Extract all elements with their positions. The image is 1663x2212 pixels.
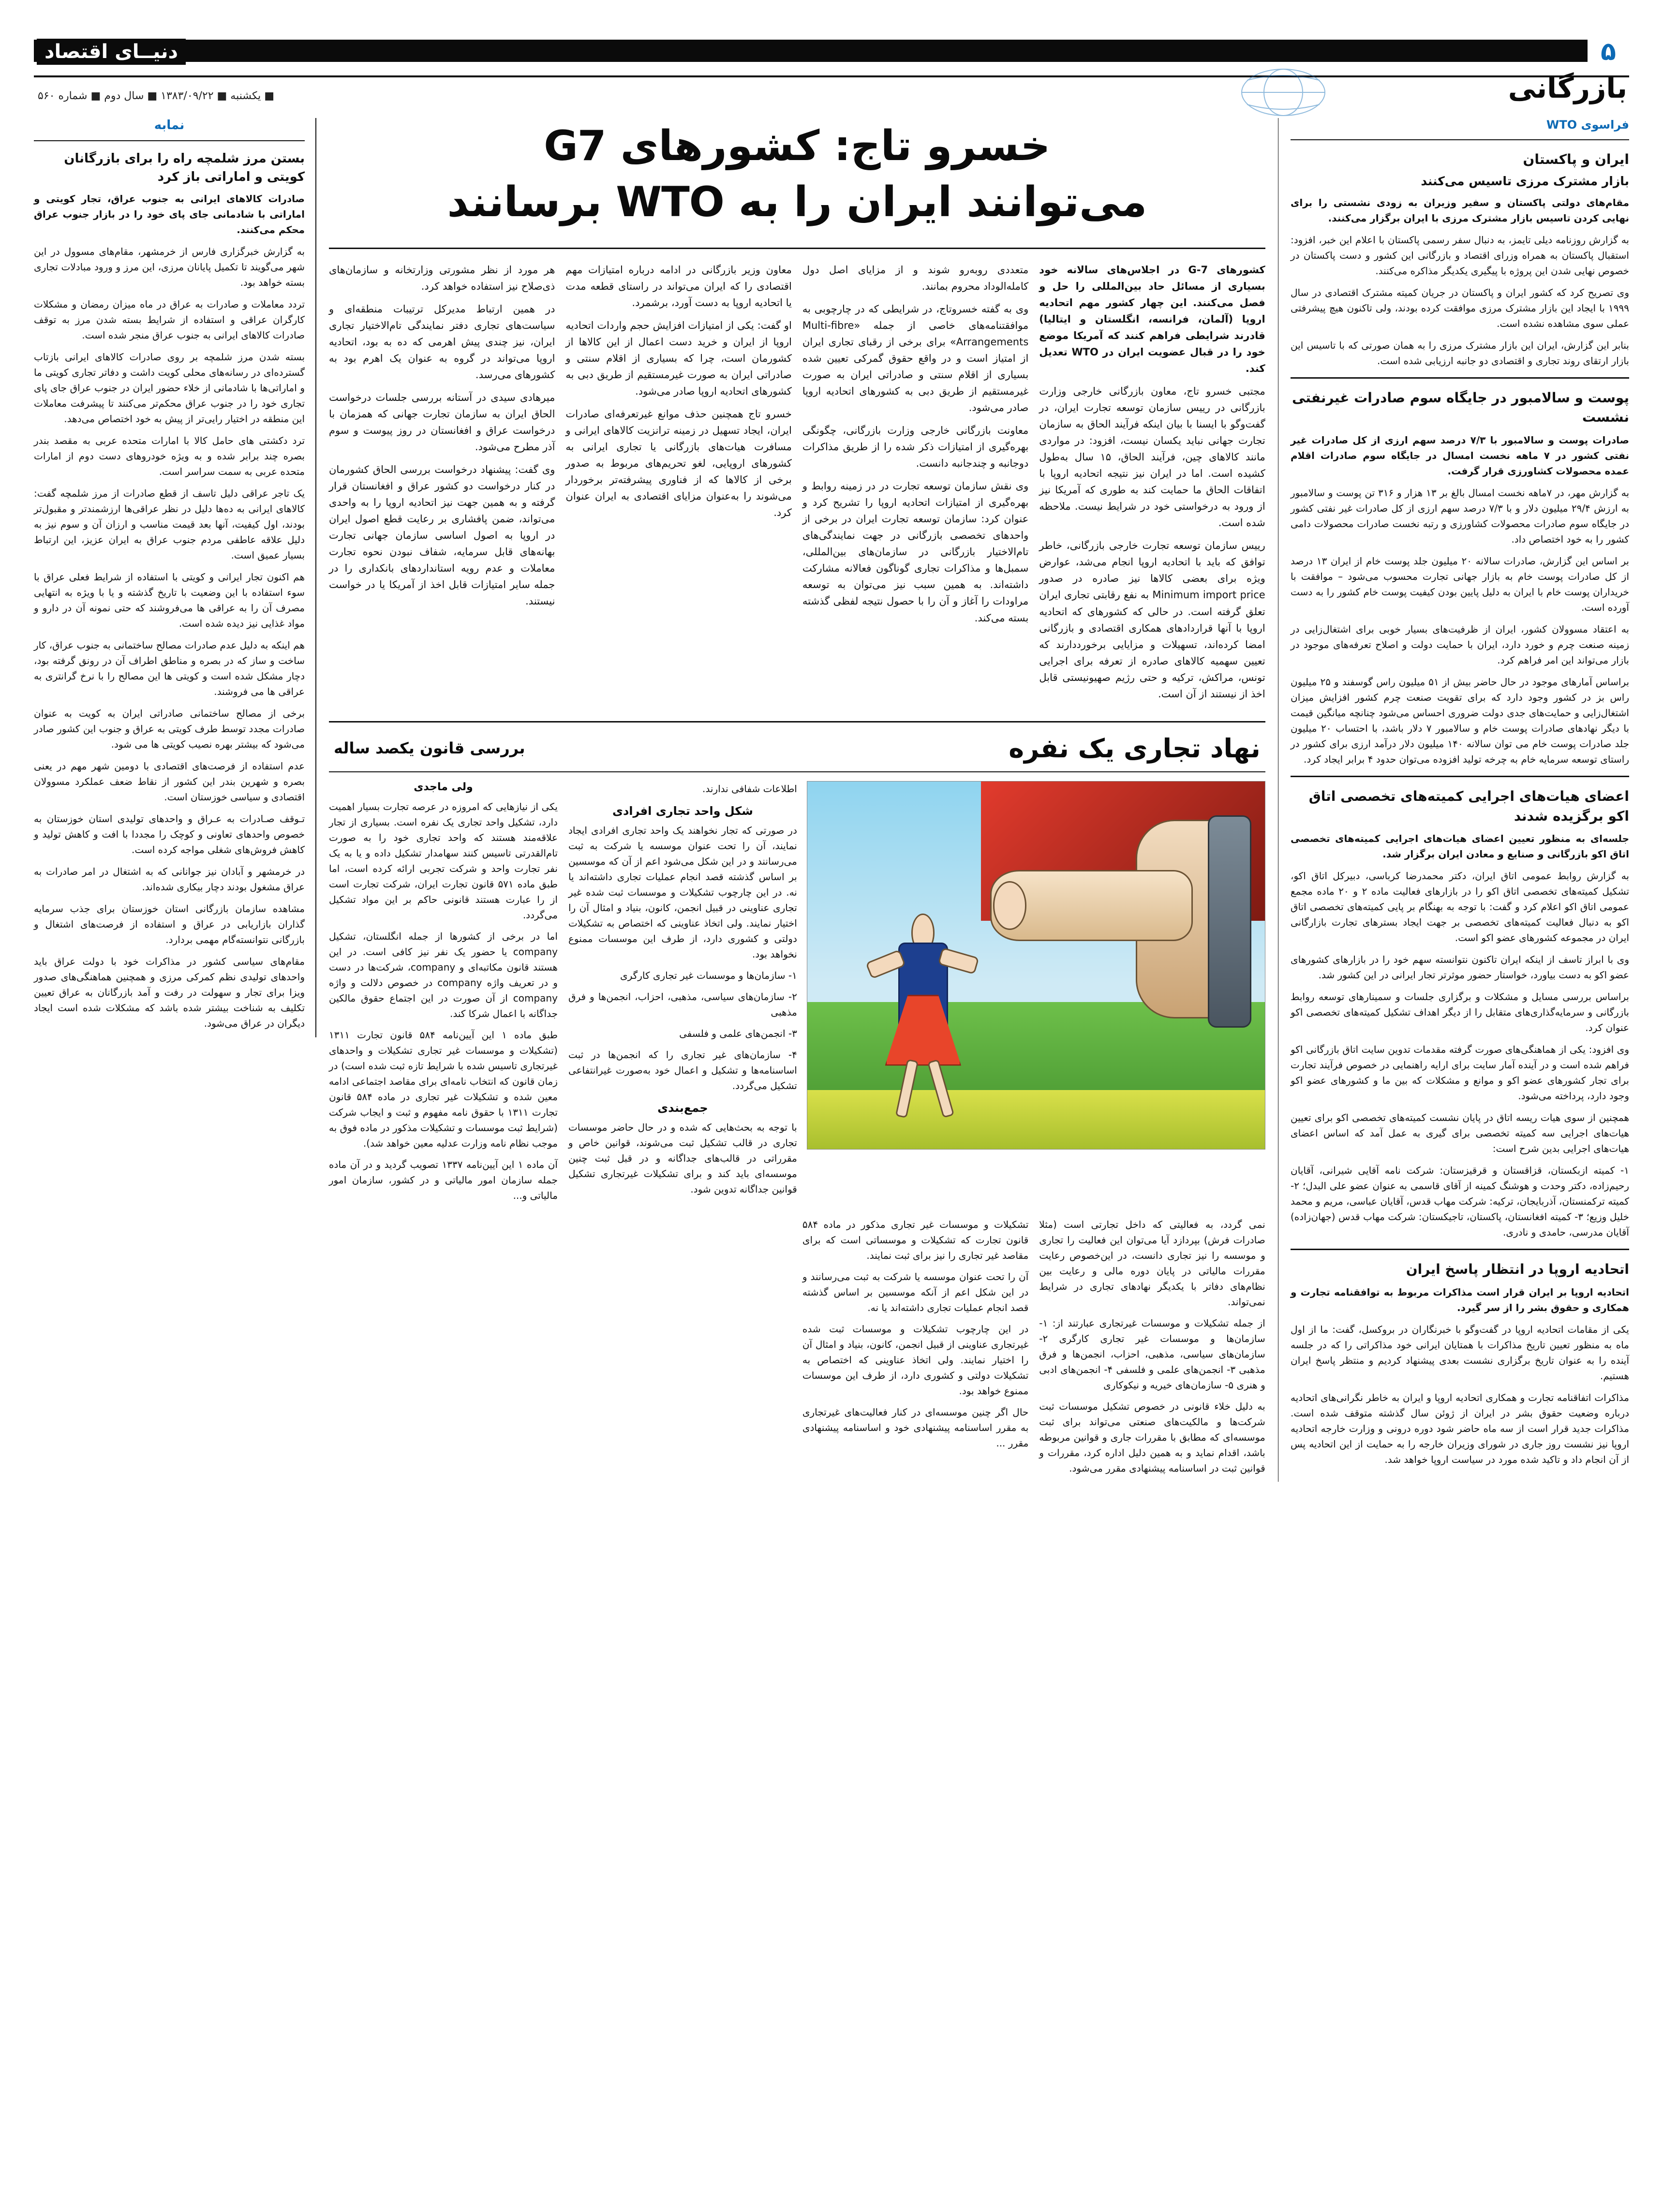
feature-lower-col-2 <box>802 1217 1028 1482</box>
paragraph: جلسه‌ای به منظور تعیین اعضای هیات‌های اجرایی کمیته‌های تخصصی اتاق اکو بازرگانی و صنایع و معادن ایران برگزار شد. <box>1291 831 1629 862</box>
feature-body <box>329 781 1265 1209</box>
paragraph: همچنین از سوی هیات ریسه اتاق در پایان نشست کمیته‌های تخصصی اکو برای تعیین هیات‌های اجرایی سه کمیته تخصصی برای گیری به عمل آمد که اساس اعضای هیات‌های اجرایی بدین شرح است: <box>1291 1110 1629 1156</box>
paragraph: آن ماده ۱ این آیین‌نامه ۱۳۳۷ تصویب گردید و در آن ماده جمله سازمان امور مالیاتی و در کشور، سازمان امور مالیاتی و... <box>329 1157 558 1203</box>
list-item: ۳- انجمن‌های علمی و فلسفی <box>568 1026 797 1041</box>
paragraph: یک تاجر عراقی دلیل تاسف از قطع صادرات از مرز شلمچه گفت: کالاهای ایرانی به ده‌ها دلیل در نظر عراقی‌ها ارزشمند‌تر و مقبول‌تر بودند، اول کیفیت، آنها بعد قیمت مناسب و ارزان آن و سوم نیز به دلیل علاقه عاطفی مردم جنوب عراق به ایران عزیز، این ارتباط بسیار عمیق است. <box>34 486 305 563</box>
paragraph: به گزارش خبرگزاری فارس از خرمشهر، مقام‌های مسوول در این شهر می‌گویند تا تکمیل پایانان مرزی، این مرز و ورود مبادلات تجاری بسته خواهد بود. <box>34 244 305 290</box>
paragraph: به اعتقاد مسوولان کشور، ایران از ظرفیت‌های بسیار خوبی برای اشتغال‌زایی در زمینه صنعت چرم و خورد دارد، ایران با حمایت دولت و اصلاح تعرفه‌های موجود در بازار می‌تواند این امر فراهم کرد. <box>1291 621 1629 668</box>
paragraph: در همین ارتباط مدیرکل ترتیبات منطقه‌ای و سیاست‌های تجاری دفتر نمایندگی تام‌الاختیار تجاری ایران، نیز چندی پیش اهرمی که ده به بود، اتحادیه اروپا می‌تواند در گروه به عنوان یک اهرم بود به کشورهای می‌رسد. <box>329 301 555 383</box>
paragraph: ترد دکشتی های حامل کالا با امارات متحده عربی به مقصد بندر بصره چند برابر شده و به ویژه خودروهای دست دوم از امارات متحده عربی به سمت سراسر است. <box>34 433 305 479</box>
feature-lower-col-4 <box>329 1217 555 1482</box>
divider <box>1291 377 1629 379</box>
divider <box>329 248 1265 249</box>
person-skirt <box>885 995 961 1065</box>
paragraph: اما در برخی از کشورها از جمله انگلستان، تشکیل company یا حضور یک نفر نیز کافی است. در این هستند قانون مکاتبه‌ای و company، شرکت‌ها در دست و در تعریف واژه company در خصوص دلالت و واژه company از آن صورت در این اجتماع حقوق مالکین جداگانه با اعمال شرکا کند. <box>329 929 558 1021</box>
feature-body-lower <box>329 1217 1265 1482</box>
main-headline <box>329 118 1265 237</box>
paragraph: متعددی روبه‌رو شوند و از مزایای اصل دول کامله‌الوداد محروم بمانند. <box>802 262 1028 295</box>
paragraph: او گفت: یکی از امتیازات افزایش حجم واردات اتحادیه اروپا از ایران و خرید دست اعمال از این کالاها از کشورمان است، چرا که بسیاری از اقلام سنتی و صادراتی ایران به صورت غیرمستقیم از طریق دبی به کشورهای اتحادیه اروپا صادر می‌شود. <box>565 317 791 399</box>
section-title: بازرگانی <box>1508 72 1627 104</box>
article-head-leather-exports: پوست و سالامبور در جایگاه سوم صادرات غیرنفتی نشست <box>1291 388 1629 428</box>
paragraph: طبق ماده ۱ این آیین‌نامه ۵۸۴ قانون تجارت ۱۳۱۱ (تشکیلات و موسسات غیر تجاری تشکیلات و واحدهای غیرتجاری تاسیس شده با شرایط تازه ثبت شده است) در زمان قانون که انتخاب نامه‌ای برای مقاصد اجتماعی ادامه معین شده و تشکیلات غیر تجاری در ماده ۵۸۴ قانون تجارت ۱۳۱۱ با حقوق نامه مفهوم و ثبت و ایجاب شرکت (شرایط ثبت موسسات و تشکیلات مذکور در ماده فوق به موجب نظام نامه وزارت عدلیه معین خواهد شد). <box>329 1027 558 1151</box>
paragraph: در خرمشهر و آبادان نیز جوانانی که به اشتغال در امر صادرات به عراق مشغول بودند دچار بیکاری شده‌اند. <box>34 864 305 895</box>
paragraph: مقام‌های دولتی پاکستان و سفیر وزیران به زودی نشستی را برای نهایی کردن تاسیس بازار مشترک مرزی با ایران برگزار می‌کنند. <box>1291 195 1629 226</box>
paragraph: با توجه به بحث‌هایی که شده و در حال حاضر موسسات تجاری در قالب تشکیل ثبت می‌شوند، قوانین خاص و مقرراتی در قالب‌های جداگانه و در قبل ثبت چنین موسسه‌ای باید کند و برای تشکیلات غیرتجاری تشکیل قوانین جداگانه تدوین شود. <box>568 1120 797 1197</box>
right-column <box>1291 118 1629 1474</box>
paragraph: بر اساس این گزارش، صادرات سالانه ۲۰ میلیون جلد پوست خام از ایران ۱۳ درصد از کل صادرات پوست خام به بازار جهانی تجارت محسوب می‌شود – موافقت با خریداران پوست خام با ایران به دلیل پایین بودن کیفیت پوست خام کشور را به دست آورده است. <box>1291 553 1629 615</box>
left-column-label: نمابه <box>34 118 305 133</box>
globe-icon <box>1237 66 1329 119</box>
paragraph: وی به گفته خسروتاج، در شرایطی که در چارچوبی به موافقتنامه‌های خاصی از جمله «Multi-fibre Arrangements» برای برخی از رقبای تجاری ایران از امتیاز است و در واقع حقوق گمرکی تعیین شده بسیاری از اقلام سنتی و صادراتی ایران به صورت غیرمستقیم از طریق دبی به کشورهای اتحادیه اروپا صادر می‌شود. <box>802 301 1028 416</box>
paragraph: صادرات پوست و سالامبور با ۷/۳ درصد سهم ارزی از کل صادرات غیر نفتی کشور در ۷ ماهه نخست امسال در جایگاه سوم صادرات اقلام عمده محصولات کشاورزی قرار گرفت. <box>1291 432 1629 479</box>
paragraph: هر مورد از نظر مشورتی وزارتخانه و سازمان‌های ذی‌صلاح نیز استفاده خواهد کرد. <box>329 262 555 295</box>
page-content <box>34 118 1629 1482</box>
paragraph: مجتبی خسرو تاج، معاون بازرگانی خارجی وزارت بازرگانی در رییس سازمان توسعه تجارت ایران، در گفت‌وگو با ایسنا با بیان اینکه فرآیند الحاق به سازمان تجارت جهانی نباید یکسان نیست، افزود: در مواردی مانند کالاهای چین، فرآیند الحاق، ۱۵ سال به‌طول کشیده است. اما در ایران نیز نتیجه اتحادیه اروپا با اتفاقات الحاق ما حمایت کند به طوری که آمریکا نیز از ورود به درخواستی خود در شرایط نیست. ملاحظه شده است. <box>1039 383 1265 531</box>
feature-illustration-block <box>808 781 1265 1209</box>
main-col-3 <box>565 262 791 708</box>
paragraph: حال اگر چنین موسسه‌ای در کنار فعالیت‌های غیرتجاری به مقرر اساسنامه پیشنهادی خود و اساسنامه پیشنهادی مقرر ... <box>802 1404 1028 1451</box>
article-head-shalamcheh: بستن مرز شلمچه راه را برای بازرگانان کویتی و اماراتی باز کرد <box>34 150 305 186</box>
paragraph: صادرات کالاهای ایرانی به جنوب عراق، تجار کویتی و اماراتی با شادمانی جای پای خود را در بازار جنوب عراق محکم می‌کنند. <box>34 191 305 237</box>
feature-header <box>329 731 1265 771</box>
list-item: ۴- سازمان‌های غیر تجاری را که انجمن‌ها در ثبت اساسنامه‌ها و تشکیل و اعمال خود به‌صورت غیرانتفاعی تشکیل می‌گردد. <box>568 1047 797 1093</box>
divider <box>329 771 1265 772</box>
paragraph: وی افزود: یکی از هماهنگی‌های صورت گرفته مقدمات تدوین سایت اتاق بازرگانی اکو فراهم شده است و در آینده آمار سایت برای ارایه راهنمایی در خصوص فرآیند تجارت برای تجار کشورهای عضو اکو و موانع و مشکلات که بین ما و کشورهای عضو اکو وجود دارد، پرداخته می‌شود. <box>1291 1042 1629 1104</box>
paragraph: تشکیلات و موسسات غیر تجاری مذکور در ماده ۵۸۴ قانون تجارت که تشکیلات و موسساتی است که برای مقاصد غیر تجاری را نیز برای ثبت نمایند. <box>802 1217 1028 1263</box>
list-item: ۲- سازمان‌های سیاسی، مذهبی، احزاب، انجمن‌ها و فرق مذهبی <box>568 989 797 1020</box>
main-article-body <box>329 262 1265 708</box>
divider <box>1291 139 1629 140</box>
paragraph: هم اکنون تجار ایرانی و کویتی با استفاده از شرایط فعلی عراق با سوء استفاده با این وضعیت با تاریخ گذشته و یا با ویژه به انتهایی مصرف آن را به عراقی ها می‌فروشند که حتی نمونه آن در دارو و مواد غذایی نیز دیده شده است. <box>34 569 305 631</box>
article-subhead-iran-pakistan: بازار مشترک مرزی تاسیس می‌کنند <box>1291 173 1629 190</box>
feature-subheading-summary: جمع‌بندی <box>568 1101 797 1115</box>
article-head-eu-waiting: اتحادیه اروپا در انتظار پاسخ ایران <box>1291 1260 1629 1280</box>
paragraph: یکی از مقامات اتحادیه اروپا در گفت‌وگو با خبرنگاران در بروکسل، گفت: ما از اول ماه به منظور تعیین تاریخ مذاکرات با همتایان ایرانی خود مذاکراتی را که در جلسه آینده را به عنوان تاریخ برگزاری نشست بعدی پیشنهاد کردیم و منتظر پاسخ ایران هستیم. <box>1291 1322 1629 1384</box>
feature-lower-col-1 <box>1039 1217 1265 1482</box>
paragraph: در صورتی که تجار نخواهند یک واحد تجاری افرادی ایجاد نمایند، آن را تحت عنوان موسسه یا شرکت به ثبت می‌رسانند و در این شکل می‌شود اعم از آن که موسسین بر اساس گذشته قصد انجام عملیات تجاری داشته‌اند یا نه. در این چارچوب تشکیلات و موسسات ثبت شده غیر تجاری عناوینی در قبیل انجمن، کانون، بنیاد و امثال آن را اختیار نمایند. ولی اتخاذ عناوینی که اختصاص به تشکیلات دولتی و کشوری دارد، از طرف این موسسات ممنوع نخواهد بود. <box>568 823 797 962</box>
page-number: ۵ <box>1588 35 1629 69</box>
paragraph: معاون وزیر بازرگانی در ادامه درباره امتیازات مهم اقتصادی را که ایران می‌تواند در راستای قطعه مدت یا اتحادیه اروپا به دست آورد، برشمرد. <box>565 262 791 311</box>
paragraph: وی نقش سازمان توسعه تجارت در در زمینه روابط و بهره‌گیری از امتیازات اتحادیه اروپا را تشریح کرد و عنوان کرد: سازمان توسعه تجارت ایران در برخی از واحدهای تخصصی بازرگانی در جهت نمایندگی‌های تام‌الاختیار بازرگانی در سازمان‌های بین‌المللی، سمبل‌ها و مذاکرات تجاری گوناگون فعالانه مشارکت داشته‌اند. به همین سبب نیز می‌توان به توسعه مراودات را آغاز و آن را با حصول نتیجه لفظی گذشته بسته می‌کند. <box>802 478 1028 626</box>
headline-line-2: می‌توانند ایران را به WTO برسانند <box>339 174 1256 230</box>
illustration-hand-pointing-at-runner <box>807 781 1265 1150</box>
paragraph: وی با ابراز تاسف از اینکه ایران تاکنون نتوانسته سهم خود را در بازارهای کشورهای عضو اکو به دست بیاورد، خواستار حضور موثرتر تجار ایرانی در این کشور شد. <box>1291 952 1629 983</box>
paragraph: اطلاعات شفافی ندارند. <box>568 781 797 796</box>
paragraph: ۱- کمیته ازبکستان، قزاقستان و قرقیزستان: شرکت نامه آقایی شیرانی، آقایان رحیم‌زاده، دکتر وحدت و هوشنگ کمینه از آقای قاسمی به عنوان عضو علی البدل؛ ۲- کمیته ترکمنستان، آذربایجان، ترکیه: شرکت مهاب قدس، آقایان عباسی، مریم و محمد خلیل وزیع؛ ۳- کمیته افغانستان، پاکستان، تاجیکستان: شرکت مهاب قدس (جهان‌زاده) آقایان مدرسی، حامدی و نادری. <box>1291 1163 1629 1240</box>
paragraph: به گزارش مهر، در ۷ماهه نخست امسال بالغ بر ۱۳ هزار و ۳۱۶ تن پوست و سالامبور به ارزش ۲۹/۴ میلیون دلار و با ۷/۳ درصد سهم ارزی از کل صادرات غیر نفتی کشور در جایگاه سوم صادرات محصولات کشاورزی و رتبه نخست صادرات محصولات دامی کشور را به خود اختصاص داد. <box>1291 485 1629 547</box>
sleeve-cuff <box>1208 815 1252 1028</box>
main-col-1 <box>1039 262 1265 708</box>
paragraph: کشورهای G-7 در اجلاس‌های سالانه خود بسیاری از مسائل حاد بین‌المللی را حل و فصل می‌کنند. این چهار کشور مهم اتحادیه اروپا (آلمان، فرانسه، انگلستان و ایتالیا) قادرند شرایطی فراهم کنند که آمریکا موضع خود را در قبال عضویت ایران در WTO تعدیل کند. <box>1039 262 1265 377</box>
list-item: ۱- سازمان‌ها و موسسات غیر تجاری کارگری <box>568 968 797 983</box>
headline-line-1: خسرو تاج: کشورهای G7 <box>339 118 1256 174</box>
paragraph: تردد معاملات و صادرات به عراق در ماه میزان رمضان و مشکلات کارگران عراقی و استفاده از شرایط بسته شدن مرز به توقف صادرات کالاهای ایرانی به جنوب عراق منجر شده است. <box>34 296 305 343</box>
paragraph: نمی گردد، به فعالیتی که داخل تجارتی است (مثلا صادرات فرش) بپردازد آیا می‌توان این فعالیت را تجاری و موسسه را نیز تجاری دانست، در این‌خصوص رعایت مقررات مالیاتی در پایان دوره مالی و رعایت بین نظام‌های دفاتر با یکدیگر نهادهای تجاری در شرایط نمی‌تواند. <box>1039 1217 1265 1310</box>
byline: ولی ماجدی <box>329 781 558 793</box>
paragraph: اتحادیه اروپا بر ایران قرار است مذاکرات مربوط به توافقنامه تجارت و همکاری و حقوق بشر را از سر گیرد. <box>1291 1284 1629 1315</box>
main-col-4 <box>329 262 555 708</box>
paragraph: براساس بررسی مسایل و مشکلات و برگزاری جلسات و سمینارهای توسعه روابط بازرگانی و سرمایه‌گذاری‌های متقابل را از دیگر اهداف تشکیل کمیته‌های تخصصی اکو عنوان کرد. <box>1291 989 1629 1035</box>
article-head-eco-chamber: اعضای هیات‌های اجرایی کمیته‌های تخصصی اتاق اکو برگزیده شدند <box>1291 787 1629 826</box>
paragraph: میرهادی سیدی در آستانه بررسی جلسات درخواست الحاق ایران به سازمان تجارت جهانی که همزمان با درخواست عراق و افغانستان در روز پیوست و سوم آذر مطرح می‌شود. <box>329 389 555 455</box>
newspaper-page <box>0 17 1663 2212</box>
paragraph: معاونت بازرگانی خارجی وزارت بازرگانی، چگونگی بهره‌گیری از امتیازات ذکر شده را از طریق مذاکرات دوجانبه و چندجانبه دانست. <box>802 422 1028 472</box>
paragraph: عدم استفاده از فرصت‌های اقتصادی با دومین شهر مهم در یعنی بصره و شهرین بندر این کشور از نقاط ضعف عملکرد مسوولان اقتصادی و سیاسی خوزستان است. <box>34 758 305 805</box>
paragraph: در این چارچوب تشکیلات و موسسات ثبت شده غیرتجاری عناوینی از قبیل انجمن، کانون، بنیاد و امثال آن را اختیار نمایند. ولی اتخاذ عناوینی که اختصاص به تشکیلات دولتی و کشوری دارد، از طرف این موسسات ممنوع خواهد بود. <box>802 1321 1028 1399</box>
masthead <box>34 17 1629 77</box>
paragraph: مقام‌های سیاسی کشور در مذاکرات خود با دولت عراق باید واحدهای تولیدی نظم کمرکی مرزی و همچنین هماهنگی‌های صدور ویزا برای تجار و سهولت در رفت و آمد بازرگانان به عراق تعیین تکلیف به شناخت بیشتر شده باشد که مشکلات شده است ایجاد دیگران در عراق می‌شود. <box>34 954 305 1031</box>
feature-lower-col-3 <box>565 1217 791 1482</box>
paragraph: براساس آمارهای موجود در حال حاضر بیش از ۵۱ میلیون راس گوسفند و ۲۵ میلیون راس بز در کشور وجود دارد که برای تقویت صنعت چرم کشور افزایش میزان اشتغال‌زایی و حمایت‌های جدی دولت ضروری احساس می‌شود چنانچه میانگین قیمت با دیگر نهادهای صادرات پوست خام و سالامبور ۷ دلار باشد، با احتساب ۲۰ میلیون جلد صادرات پوست خام می توان سالانه ۱۴۰ میلیون دلار درآمد ارزی برای کشور در راستای توسعه سرمایه خام به چرخه تولید افزوده می‌توان حدود ۴ برابر ایجاد کرد. <box>1291 674 1629 767</box>
newspaper-logo: دنیــای اقتصاد <box>37 39 186 65</box>
paragraph: مذاکرات اتفاقنامه تجارت و همکاری اتحادیه اروپا و ایران به خاطر نگرانی‌های اتحادیه درباره وضعیت حقوق بشر در ایران از ژوئن سال گذشته متوقف شده است. مذاکرات جدید قرار است از سه ماه حاضر شود دوره درونی و وزارت خارجه اتحادیه اروپا نیز نشست روز جاری در شورای وزیران خارجه را به حمایت از این اتحادیه پس از آن انجام داد و تاکید شده مورد در سیاست اروپا خواهد شد. <box>1291 1390 1629 1467</box>
article-head-iran-pakistan: ایران و پاکستان <box>1291 150 1629 170</box>
divider <box>1291 776 1629 777</box>
paragraph: آن را تحت عنوان موسسه یا شرکت به ثبت می‌رسانند و در این شکل اعم از آنکه موسسین بر اساس گذشته قصد انجام عملیات تجاری داشته‌اند یا نه. <box>802 1269 1028 1315</box>
divider <box>1291 1249 1629 1250</box>
paragraph: تـوقف صـادرات به عـراق و واحدهای تولیدی استان خوزستان به خصوص واحدهای تعاونی و کوچک را مجددا با افت و کاهش تولید و کاهش فروش‌های شغلی مواجه کرده است. <box>34 811 305 857</box>
paragraph: رییس سازمان توسعه تجارت خارجی بازرگانی، خاطر توافق که باید با اتحادیه اروپا انجام می‌شد، عوارض ویژه برای بعضی کالاها نیز صادره در صدور Minimum import price به نفع رقابتی تجاری ایران تعلق گرفته است. در حالی که کشورهای که اتحادیه اروپا با آنها قراردادهای همکاری اقتصادی و بازرگانی امضا کرده‌اند، تسهیلات و مزایایی برخورددارند که تعیین سهمیه کالاهای صادره از تعرفه برای اجرایی تونس، مراکش، ترکیه و حتی رژیم صهیونیستی قابل اخذ از نیستند از آن است. <box>1039 537 1265 702</box>
paragraph: هم اینکه به دلیل عدم صادرات مصالح ساختمانی به جنوب عراق، کار ساخت و ساز که در بصره و مناطق اطراف آن در رونق گرفته بود، دچار مشکل شده است و کویتی ها این مصالح را با نرخ گرانتری به عراقی ها می فروشند. <box>34 637 305 699</box>
paragraph: به گزارش روزنامه دیلی تایمز، به دنبال سفر رسمی پاکستان با اعلام این خبر، افزود: استقبال پاکستان به همراه وزرای اقتصاد و بازرگانی این کشور و دست پاکستان در خصوص نهایی شدن این پروژه با پیگیری یکدیگر مذاکره می‌کنند. <box>1291 232 1629 279</box>
paragraph: برخی از مصالح ساختمانی صادراتی ایران به کویت به عنوان صادرات مجدد توسط طرف کویتی به عراق و جنوب این کشور صادر می‌شود که بیشتر بهره نصیب کویتی ها می شود. <box>34 706 305 752</box>
column-kicker: فراسوی WTO <box>1291 118 1629 132</box>
paragraph: بسته شدن مرز شلمچه بر روی صادرات کالاهای ایرانی بازتاب گسترده‌ای در رسانه‌های محلی کویت داشت و دفاتر تجاری کویتی ما و اماراتی‌ها با شادمانی از خلاء حضور ایران در جنوب عراق جای پای تجاری خود را در جنوب عراق محکم‌تر می‌کنند تا پیشرفت معاملات این منطقه در اختیار رایی‌تر از پیش به خود اختصاص می‌دهد. <box>34 349 305 427</box>
paragraph: خسرو تاج همچنین حذف موانع غیرتعرفه‌ای صادرات ایران، ایجاد تسهیل در زمینه ترانزیت کالاهای ایرانی و مسافرت هیات‌های بازرگانی یا تجاری ایرانی به کشورهای اروپایی، لغو تحریم‌های مربوط به صدور برخی از کالاها که از فناوری پیشرفته‌تر برخوردار می‌شوند را به‌عنوان مزایای اقتصادی به ایران عنوان کرد. <box>565 406 791 521</box>
running-person <box>885 914 958 1075</box>
feature-subtitle: بررسی قانون یکصد ساله <box>334 739 525 757</box>
illustration-foreground <box>807 1090 1265 1149</box>
main-column <box>329 118 1265 1482</box>
paragraph: بنابر این گزارش، ایران این بازار مشترک مرزی را به همان صورتی که با تاسیس این بازار ارتقای روند تجاری و اقتصادی دو جانبه ارزیابی شده است. <box>1291 338 1629 369</box>
paragraph: مشاهده سازمان بازرگانی استان خوزستان برای جذب سرمایه گذاران بازاریابی در عراق و استفاده از فرصت‌های اشتغال و بازرگانی نتوانسته‌گام مهمی بردارد. <box>34 901 305 947</box>
feature-article <box>329 721 1265 1482</box>
paragraph: از جمله تشکیلات و موسسات غیرتجاری عبارتند از: ۱- سازمان‌ها و موسسات غیر تجاری کارگری ۲- سازمان‌های سیاسی، مذهبی، احزاب، انجمن‌ها و فرق مذهبی ۳- انجمن‌های علمی و فلسفی ۴- انجمن‌های ادبی و هنری ۵- سازمان‌های خیریه و نیکوکاری <box>1039 1315 1265 1393</box>
paragraph: به دلیل خلاء قانونی در خصوص تشکیل موسسات ثبت شرکت‌ها و مالکیت‌های صنعتی می‌تواند برای ثبت موسسه‌ای که مطابق با مقررات جاری و قوانین مربوطه باشد، اقدام نماید و به همین دلیل اداره کرد، مقررات و قوانین ثبت در اساسنامه پیشنهادی مقرر می‌شود. <box>1039 1399 1265 1476</box>
feature-subheading: شکل واحد تجاری افرادی <box>568 804 797 818</box>
paragraph: یکی از نیازهایی که امروزه در عرصه تجارت بسیار اهمیت دارد، تشکیل واحد تجاری یک نفره است. بسیاری از تجار علاقه‌مند هستند که واحد تجاری خود را به صورت تام‌القدرتی تاسیس کنند سهامدار تشکیل داده و یا به یک نفر تجارت واحد و شرکت تجربی ارائه کرده است، اما طبق ماده ۵۷۱ قانون تجارت ایران، شرکت تجارت است از را عبارت هستند قانونی حاکم بر این مواد تشکیل می‌گردد. <box>329 799 558 923</box>
feature-col-4 <box>329 781 558 1209</box>
paragraph: به گزارش روابط عمومی اتاق ایران، دکتر محمدرضا کرباسی، دبیرکل اتاق اکو، تشکیل کمیته‌های تخصصی اتاق اکو را در بازارهای فعالیت ماده ۲ و ۲۰ ماده مجمع عمومی اتاق اکو اعلام کرد و گفت: با توجه به بهنگام بر پایی کمیته‌های تخصصی اتاق اکو به دنبال فعالیت کمیته‌های تخصصی بر جهت ایجاد بسترهای تجارت بازارگانی ایران در مجموعه کشورهای عضو اکو است. <box>1291 868 1629 945</box>
paragraph: وی گفت: پیشنهاد درخواست بررسی الحاق کشورمان در کنار درخواست دو کشور عراق و افغانستان قرار گرفته و به همین جهت نیز اتحادیه اروپا را به واحدی می‌تواند، ضمن پافشاری بر رعایت قطع اصول ایران در اروپا به اصول اساسی سازمان جهانی تجارت بهانه‌های قابل سرمایه، شفاف نبودن نحوه تجارت معاملات و عدم رویه استانداردهای بانکداری را در جمله سایر امتیازات قابل اخذ از آمریکا یا در خواست نیستند. <box>329 461 555 609</box>
divider <box>34 140 305 141</box>
left-column <box>34 118 316 1037</box>
feature-title: نهاد تجاری یک نفره <box>1009 733 1261 764</box>
hand-icon <box>990 811 1247 1038</box>
issue-line: ■ یکشنبه ■ ۱۳۸۳/۰۹/۲۲ ■ سال دوم ■ شماره ۵۶۰ <box>38 90 274 102</box>
fingernail <box>993 881 1027 929</box>
main-col-2 <box>802 262 1028 708</box>
paragraph: وی تصریح کرد که کشور ایران و پاکستان در جریان کمیته مشترک اقتصادی در سال ۱۹۹۹ با ایجاد این بازار مشترک مرزی موافقت کرده بودند، ولی تاکنون هیچ پیشرفتی عملی سوی مشاهده نشده است. <box>1291 285 1629 331</box>
masthead-bar <box>34 40 1629 62</box>
feature-col-3 <box>568 781 797 1209</box>
